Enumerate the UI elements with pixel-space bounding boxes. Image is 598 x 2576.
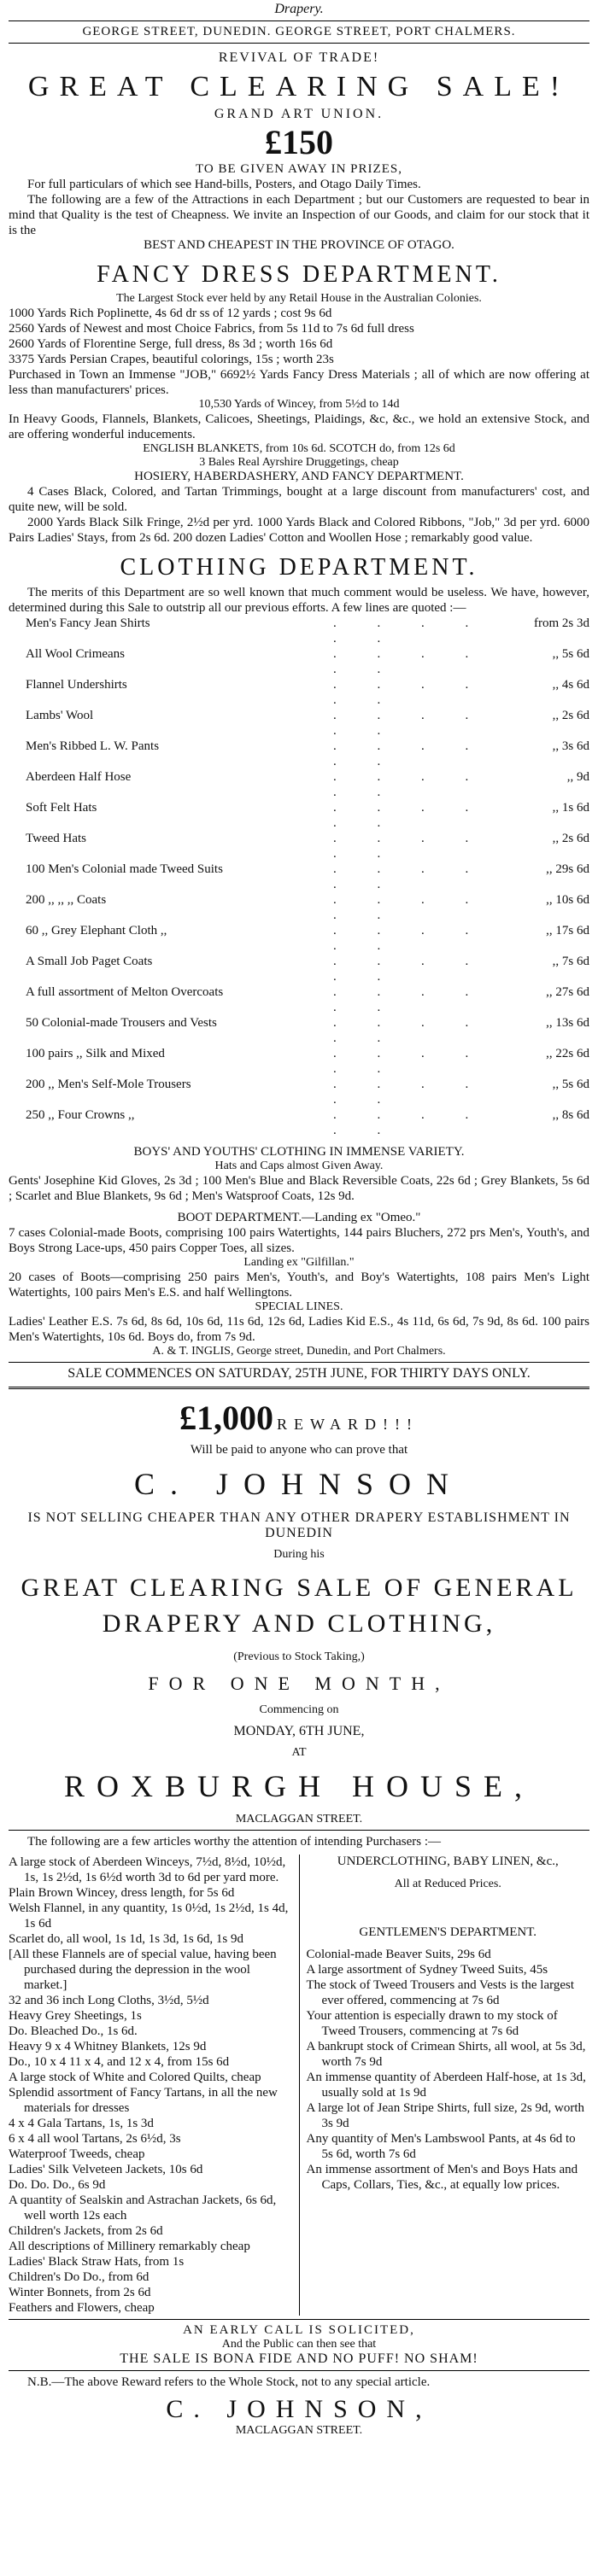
start-date: MONDAY, 6TH JUNE, [233, 1724, 365, 1738]
clothing-row [9, 708, 589, 739]
boys-sub: Hats and Caps almost Given Away. [214, 1159, 384, 1172]
sale-commences: SALE COMMENCES ON SATURDAY, 25TH JUNE, FOR THIRTY DAYS ONLY. [67, 1366, 531, 1381]
clothing-price: ,, 4s 6d [552, 678, 589, 692]
fancy-line: 3 Bales Real Ayrshire Druggetings, cheap [199, 456, 399, 469]
clothing-item: 100 pairs ,, Silk and Mixed [26, 1047, 165, 1060]
left-item: Do. Bleached Do., 1s 6d. [9, 2024, 138, 2038]
divider [9, 2319, 589, 2320]
left-item: Welsh Flannel, in any quantity, 1s 0½d, 1s 2½d, 1s 4d, 1s 6d [9, 1901, 289, 1931]
fancy-line: 4 Cases Black, Colored, and Tartan Trimmings, bought at a large discount from manufacturers' cost, and quite new, will be sold. [9, 485, 589, 514]
right-item: A bankrupt stock of Crimean Shirts, all wool, at 5s 3d, worth 7s 9d [306, 2040, 586, 2069]
fancy-line: 2600 Yards of Florentine Serge, full dress, 8s 3d ; worth 16s 6d [9, 337, 333, 351]
reward-amount: £1,000 [179, 1399, 273, 1437]
clothing-item: 60 ,, Grey Elephant Cloth ,, [26, 924, 167, 938]
clothing-row [9, 984, 589, 1015]
clothing-row [9, 1046, 589, 1077]
section-title: Drapery. [274, 2, 324, 16]
clothing-price: ,, 1s 6d [552, 801, 589, 815]
leader-dots: . . . . . . [333, 1016, 488, 1045]
clothing-item: Men's Fancy Jean Shirts [26, 616, 150, 630]
clothing-intro: The merits of this Department are so well known that much comment would be useless. We have, however, determined during this Sale to outstrip all our previous efforts. A few lines are quoted :— [9, 586, 589, 615]
leader-dots: . . . . . . [333, 1078, 488, 1107]
previous: (Previous to Stock Taking,) [233, 1650, 365, 1663]
public: And the Public can then see that [221, 2338, 377, 2351]
left-item: Children's Do Do., from 6d [9, 2270, 150, 2284]
clothing-row [9, 616, 589, 646]
right-item: Any quantity of Men's Lambswool Pants, at 4s 6d to 5s 6d, worth 7s 6d [306, 2132, 576, 2161]
clothing-price: ,, 2s 6d [552, 832, 589, 845]
leader-dots: . . . . . . [333, 770, 488, 799]
clothing-price: ,, 10s 6d [546, 893, 589, 907]
left-item: Splendid assortment of Fancy Tartans, in all the new materials for dresses [9, 2086, 278, 2115]
boot-title: BOOT DEPARTMENT.—Landing ex "Omeo." [177, 1211, 421, 1224]
left-item: Scarlet do, all wool, 1s 1d, 1s 3d, 1s 6d, 1s 9d [9, 1932, 243, 1946]
clothing-row [9, 677, 589, 708]
fancy-line: The Largest Stock ever held by any Retail House in the Australian Colonies. [116, 292, 482, 305]
signature-street: MACLAGGAN STREET. [235, 2424, 363, 2437]
clothing-item: Lambs' Wool [26, 709, 94, 722]
leader-dots: . . . . . . [333, 924, 488, 953]
left-item: Plain Brown Wincey, dress length, for 5s 6d [9, 1886, 235, 1900]
prizes: TO BE GIVEN AWAY IN PRIZES, [196, 162, 402, 176]
clothing-item: Aberdeen Half Hose [26, 770, 132, 784]
clothing-price: ,, 22s 6d [546, 1047, 589, 1060]
clothing-row [9, 739, 589, 769]
left-item: Waterproof Tweeds, cheap [9, 2147, 145, 2161]
clothing-item: A Small Job Paget Coats [26, 955, 153, 968]
bona-fide: THE SALE IS BONA FIDE AND NO PUFF! NO SHAM! [120, 2351, 478, 2366]
hosiery-title: HOSIERY, HABERDASHERY, AND FANCY DEPARTMENT. [134, 470, 464, 483]
left-item: Do., 10 x 4 11 x 4, and 12 x 4, from 15s 6d [9, 2055, 230, 2069]
left-item: A quantity of Sealskin and Astrachan Jackets, 6s 6d, well worth 12s each [9, 2193, 277, 2223]
clothing-price: ,, 3s 6d [552, 739, 589, 753]
leader-dots: . . . . . . [333, 1047, 488, 1076]
clothing-price: ,, 8s 6d [552, 1108, 589, 1122]
clothing-row [9, 1015, 589, 1046]
right-item: Colonial-made Beaver Suits, 29s 6d [306, 1948, 491, 1961]
boys-title: BOYS' AND YOUTHS' CLOTHING IN IMMENSE VARIETY. [133, 1145, 465, 1159]
clothing-item: 200 ,, Men's Self-Mole Trousers [26, 1078, 191, 1091]
early-call: AN EARLY CALL IS SOLICITED, [183, 2323, 415, 2337]
clothing-row [9, 892, 589, 923]
left-column [9, 1855, 300, 2316]
fancy-line: Purchased in Town an Immense "JOB," 6692½ Yards Fancy Dress Materials ; all of which are now offering at less than manufacturers' prices. [9, 368, 589, 397]
clothing-row [9, 800, 589, 831]
gents-title: GENTLEMEN'S DEPARTMENT. [359, 1925, 537, 1939]
leader-dots: . . . . . . [333, 1108, 488, 1137]
nb: N.B.—The above Reward refers to the Whole Stock, not to any special article. [27, 2375, 431, 2389]
clothing-price: ,, 7s 6d [552, 955, 589, 968]
clothing-item: 50 Colonial-made Trousers and Vests [26, 1016, 217, 1030]
special-lines: SPECIAL LINES. [255, 1300, 343, 1313]
paid: Will be paid to anyone who can prove that [190, 1443, 408, 1457]
clothing-row [9, 646, 589, 677]
right-column [307, 1855, 590, 2316]
prize-amount: £150 [265, 123, 333, 161]
clothing-price-list [9, 616, 589, 1138]
boot-landing: Landing ex "Gilfillan." [243, 1256, 355, 1269]
fancy-line: 10,530 Yards of Wincey, from 5½d to 14d [198, 398, 400, 411]
clothing-price: ,, 5s 6d [552, 647, 589, 661]
left-item: 6 x 4 all wool Tartans, 2s 6½d, 3s [9, 2132, 181, 2146]
clothing-price: ,, 5s 6d [552, 1078, 589, 1091]
left-item: 4 x 4 Gala Tartans, 1s, 1s 3d [9, 2117, 154, 2130]
fancy-line: ENGLISH BLANKETS, from 10s 6d. SCOTCH do, from 12s 6d [143, 442, 455, 455]
clothing-row [9, 923, 589, 954]
underclothing-title: UNDERCLOTHING, BABY LINEN, &c., [337, 1855, 559, 1868]
roxburgh-house: ROXBURGH HOUSE, [63, 1769, 535, 1803]
clothing-row [9, 831, 589, 862]
following: The following are a few articles worthy the attention of intending Purchasers :— [27, 1835, 442, 1849]
left-item: Children's Jackets, from 2s 6d [9, 2224, 163, 2238]
left-item: A large stock of White and Colored Quilts, cheap [9, 2071, 261, 2084]
one-month: FOR ONE MONTH, [148, 1673, 450, 1694]
fancy-line: 3375 Yards Persian Crapes, beautiful colorings, 15s ; worth 23s [9, 353, 334, 366]
clothing-item: Tweed Hats [26, 832, 87, 845]
clothing-price: ,, 9d [566, 770, 589, 784]
during: During his [273, 1548, 325, 1561]
fancy-title: FANCY DRESS DEPARTMENT. [97, 261, 501, 288]
left-item: Feathers and Flowers, cheap [9, 2301, 155, 2315]
divider [9, 43, 589, 44]
inglis: A. & T. INGLIS, George street, Dunedin, and Port Chalmers. [152, 1345, 446, 1358]
clothing-price: ,, 13s 6d [546, 1016, 589, 1030]
clothing-item: Soft Felt Hats [26, 801, 97, 815]
leader-dots: . . . . . . [333, 678, 488, 707]
left-item: Ladies' Silk Velveteen Jackets, 10s 6d [9, 2163, 203, 2176]
clothing-row [9, 1107, 589, 1138]
revival: REVIVAL OF TRADE! [218, 50, 380, 65]
left-item: Heavy 9 x 4 Whitney Blankets, 12s 9d [9, 2040, 207, 2053]
clothing-title: CLOTHING DEPARTMENT. [120, 554, 478, 581]
commencing: Commencing on [259, 1703, 339, 1716]
clothing-price: ,, 27s 6d [546, 985, 589, 999]
clothing-row [9, 954, 589, 984]
clothing-item: 200 ,, ,, ,, Coats [26, 893, 107, 907]
leader-dots: . . . . . . [333, 955, 488, 984]
divider [9, 1362, 589, 1363]
right-item: The stock of Tweed Trousers and Vests is the largest ever offered, commencing at 7s 6d [306, 1978, 575, 2007]
right-item: Your attention is especially drawn to my stock of Tweed Trousers, commencing at 7s 6d [306, 2009, 558, 2038]
divider [9, 1387, 589, 1389]
clothing-item: A full assortment of Melton Overcoats [26, 985, 224, 999]
left-item: Ladies' Black Straw Hats, from 1s [9, 2255, 185, 2269]
boot-text: 20 cases of Boots—comprising 250 pairs Men's, Youth's, and Boy's Watertights, 108 pairs Men's Light Watertights, 100 pairs Men's E.S. and half Wellingtons. [9, 1270, 589, 1300]
leader-dots: . . . . . . [333, 801, 488, 830]
clothing-item: 100 Men's Colonial made Tweed Suits [26, 862, 223, 876]
best-cheapest: BEST AND CHEAPEST IN THE PROVINCE OF OTAGO. [144, 238, 454, 252]
left-item: Winter Bonnets, from 2s 6d [9, 2286, 151, 2299]
left-item: All descriptions of Millinery remarkably cheap [9, 2240, 250, 2253]
clothing-row [9, 1077, 589, 1107]
clothing-price: from 2s 3d [534, 616, 589, 630]
ad1-subtitle: GRAND ART UNION. [214, 107, 384, 121]
divider [9, 1830, 589, 1831]
header: GEORGE STREET, DUNEDIN. GEORGE STREET, PORT CHALMERS. [82, 25, 516, 38]
fancy-line: 2000 Yards Black Silk Fringe, 2½d per yrd. 1000 Yards Black and Colored Ribbons, "Job," 3d per yrd. 6000 Pairs Ladies' Stays, from 2s 6d. 200 dozen Ladies' Cotton and Woollen Hose ; remarkably good value. [9, 516, 589, 545]
right-item: An immense quantity of Aberdeen Half-hose, at 1s 3d, usually sold at 1s 9d [306, 2071, 586, 2100]
divider [9, 2370, 589, 2371]
leader-dots: . . . . . . [333, 985, 488, 1014]
boot-text: Ladies' Leather E.S. 7s 6d, 8s 6d, 10s 6d, 11s 6d, 12s 6d, Ladies Kid E.S., 4s 11d, 6s 6d, 7s 9d, 8s 6d. 100 pairs Men's Watertights, 10s 6d. Boys do, from 7s 9d. [9, 1315, 589, 1344]
clothing-price: ,, 29s 6d [546, 862, 589, 876]
fancy-line: 1000 Yards Rich Poplinette, 4s 6d dr ss of 12 yards ; cost 9s 6d [9, 307, 332, 320]
clothing-item: All Wool Crimeans [26, 647, 126, 661]
left-item: 32 and 36 inch Long Cloths, 3½d, 5½d [9, 1994, 209, 2007]
reward-line [9, 1398, 589, 1438]
clothing-row [9, 862, 589, 892]
intro-1: For full particulars of which see Hand-bills, Posters, and Otago Daily Times. [27, 178, 421, 191]
claim: IS NOT SELLING CHEAPER THAN ANY OTHER DRAPERY ESTABLISHMENT IN DUNEDIN [27, 1510, 571, 1540]
two-column-list [9, 1855, 589, 2316]
left-item: [All these Flannels are of special value, having been purchased during the depression in the wool market.] [9, 1948, 277, 1992]
clothing-item: Men's Ribbed L. W. Pants [26, 739, 160, 753]
sale-title: GREAT CLEARING SALE OF GENERAL DRAPERY AND CLOTHING, [21, 1574, 577, 1638]
reduced-prices: All at Reduced Prices. [394, 1878, 501, 1890]
reward-word: REWARD!!! [277, 1416, 419, 1433]
right-item: An immense assortment of Men's and Boys Hats and Caps, Collars, Ties, &c., at equally low prices. [306, 2163, 578, 2192]
intro-2: The following are a few of the Attractions in each Department ; but our Customers are requested to bear in mind that Quality is the test of Cheapness. We invite an Inspection of our Goods, and claim for our stock that it is the [9, 193, 589, 237]
divider [9, 20, 589, 21]
clothing-price: ,, 2s 6d [552, 709, 589, 722]
right-item: A large lot of Jean Stripe Shirts, full size, 2s 9d, worth 3s 9d [306, 2101, 585, 2130]
johnson-name: C. JOHNSON [133, 1467, 465, 1501]
left-item: Heavy Grey Sheetings, 1s [9, 2009, 142, 2023]
fancy-line: 2560 Yards of Newest and most Choice Fabrics, from 5s 11d to 7s 6d full dress [9, 322, 414, 336]
leader-dots: . . . . . . [333, 862, 488, 891]
fancy-line: In Heavy Goods, Flannels, Blankets, Calicoes, Sheetings, Plaidings, &c, &c., we hold an extensive Stock, and are offering wonderful inducements. [9, 412, 589, 441]
leader-dots: . . . . . . [333, 893, 488, 922]
right-item: A large assortment of Sydney Tweed Suits, 45s [306, 1963, 548, 1977]
boys-text: Gents' Josephine Kid Gloves, 2s 3d ; 100 Men's Blue and Black Reversible Coats, 22s 6d ; Grey Blankets, 5s 6d ; Scarlet and Blue Blankets, 9s 6d ; Men's Watsproof Coats, 12s 9d. [9, 1174, 589, 1203]
clothing-row [9, 769, 589, 800]
left-item: A large stock of Aberdeen Winceys, 7½d, 8½d, 10½d, 1s, 1s 2½d, 1s 6½d worth 3d to 6d per yard more. [9, 1855, 286, 1884]
leader-dots: . . . . . . [333, 616, 488, 645]
page [9, 0, 589, 2438]
leader-dots: . . . . . . [333, 739, 488, 768]
leader-dots: . . . . . . [333, 832, 488, 861]
left-item: Do. Do. Do., 6s 9d [9, 2178, 106, 2192]
clothing-item: 250 ,, Four Crowns ,, [26, 1108, 135, 1122]
boot-text: 7 cases Colonial-made Boots, comprising 100 pairs Watertights, 144 pairs Bluchers, 272 prs Men's, Youth's, and Boys Strong Lace-ups, 450 pairs Copper Toes, all sizes. [9, 1226, 589, 1255]
clothing-price: ,, 17s 6d [546, 924, 589, 938]
at: AT [291, 1746, 307, 1759]
right-items [307, 1947, 590, 2193]
leader-dots: . . . . . . [333, 647, 488, 676]
leader-dots: . . . . . . [333, 709, 488, 738]
ad1-title: GREAT CLEARING SALE! [27, 71, 571, 102]
clothing-item: Flannel Undershirts [26, 678, 127, 692]
maclaggan-street: MACLAGGAN STREET. [235, 1813, 363, 1825]
signature-name: C. JOHNSON, [166, 2395, 432, 2423]
